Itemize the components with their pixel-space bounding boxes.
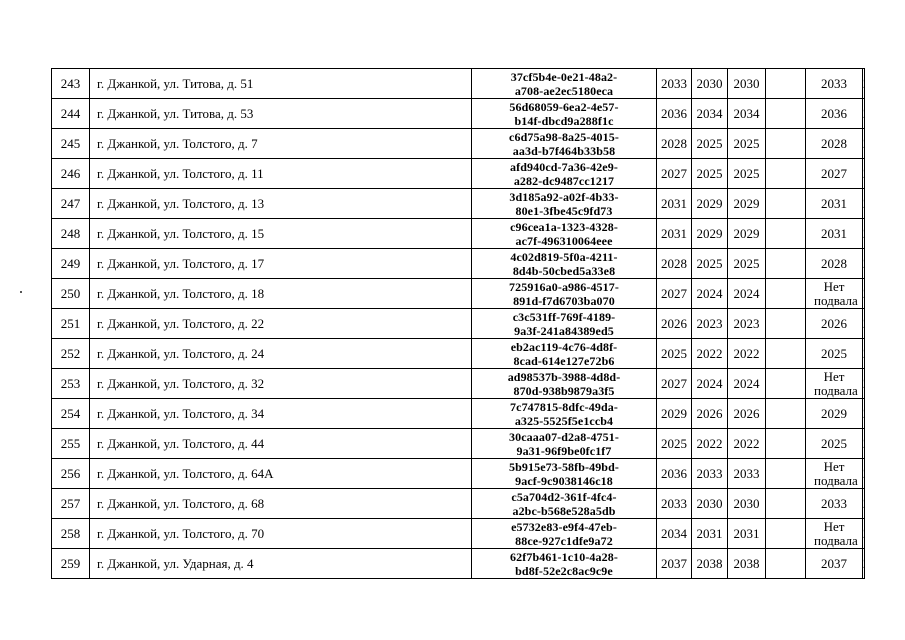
year-cell-1: 2037 bbox=[657, 549, 692, 579]
year-cell-5 bbox=[863, 189, 865, 219]
row-number: 256 bbox=[52, 459, 90, 489]
table-row bbox=[52, 549, 865, 579]
address-cell: г. Джанкой, ул. Ударная, д. 4 bbox=[90, 549, 472, 579]
year-cell-1: 2028 bbox=[657, 249, 692, 279]
year-cell-1: 2031 bbox=[657, 219, 692, 249]
year-cell-2: 2022 bbox=[692, 429, 728, 459]
guid-line-1: c96cea1a-1323-4328- bbox=[510, 219, 618, 234]
table-row bbox=[52, 249, 865, 279]
year-cell-1: 2034 bbox=[657, 519, 692, 549]
year-cell-3: 2033 bbox=[728, 459, 766, 489]
row-number: 251 bbox=[52, 309, 90, 339]
year-cell-1: 2028 bbox=[657, 129, 692, 159]
guid-line-2: 8cad-614e127e72b6 bbox=[513, 353, 615, 368]
guid-cell bbox=[472, 459, 657, 489]
year-cell-5 bbox=[863, 219, 865, 249]
basement-cell bbox=[806, 279, 863, 309]
basement-cell: 2026 bbox=[806, 309, 863, 339]
guid-line-2: 891d-f7d6703ba070 bbox=[513, 293, 615, 308]
address-cell: г. Джанкой, ул. Толстого, д. 64А bbox=[90, 459, 472, 489]
guid-line-1: 62f7b461-1c10-4a28- bbox=[510, 549, 618, 564]
year-cell-5 bbox=[863, 129, 865, 159]
table-row bbox=[52, 99, 865, 129]
basement-cell: 2036 bbox=[806, 99, 863, 129]
guid-line-2: a325-5525f5e1ccb4 bbox=[514, 413, 614, 428]
year-cell-3: 2030 bbox=[728, 489, 766, 519]
year-cell-5 bbox=[863, 249, 865, 279]
year-cell-1: 2031 bbox=[657, 189, 692, 219]
guid-line-2: 9a31-96f9be0fc1f7 bbox=[516, 443, 612, 458]
year-cell-5 bbox=[863, 549, 865, 579]
year-cell-3: 2038 bbox=[728, 549, 766, 579]
year-cell-3: 2024 bbox=[728, 279, 766, 309]
basement-cell: 2025 bbox=[806, 339, 863, 369]
year-cell-3: 2029 bbox=[728, 219, 766, 249]
year-cell-5 bbox=[863, 429, 865, 459]
empty-cell bbox=[766, 249, 806, 279]
table-row bbox=[52, 399, 865, 429]
guid-line-2: 80e1-3fbe45c9fd73 bbox=[515, 203, 613, 218]
empty-cell bbox=[766, 99, 806, 129]
year-cell-5 bbox=[863, 69, 865, 99]
table-row bbox=[52, 369, 865, 399]
row-number: 255 bbox=[52, 429, 90, 459]
row-number: 257 bbox=[52, 489, 90, 519]
year-cell-2: 2038 bbox=[692, 549, 728, 579]
basement-cell: 2027 bbox=[806, 159, 863, 189]
no-basement-label: Нет подвала bbox=[814, 278, 858, 308]
year-cell-2: 2031 bbox=[692, 519, 728, 549]
guid-cell bbox=[472, 399, 657, 429]
year-cell-1: 2027 bbox=[657, 369, 692, 399]
year-cell-3: 2025 bbox=[728, 129, 766, 159]
empty-cell bbox=[766, 459, 806, 489]
row-number: 252 bbox=[52, 339, 90, 369]
guid-cell bbox=[472, 309, 657, 339]
year-cell-2: 2022 bbox=[692, 339, 728, 369]
row-number: 248 bbox=[52, 219, 90, 249]
row-number: 253 bbox=[52, 369, 90, 399]
guid-cell bbox=[472, 489, 657, 519]
year-cell-2: 2029 bbox=[692, 189, 728, 219]
guid-cell bbox=[472, 249, 657, 279]
address-cell: г. Джанкой, ул. Толстого, д. 34 bbox=[90, 399, 472, 429]
address-cell: г. Джанкой, ул. Толстого, д. 32 bbox=[90, 369, 472, 399]
year-cell-3: 2026 bbox=[728, 399, 766, 429]
guid-line-1: 30caaa07-d2a8-4751- bbox=[509, 429, 619, 444]
empty-cell bbox=[766, 309, 806, 339]
empty-cell bbox=[766, 129, 806, 159]
guid-cell bbox=[472, 369, 657, 399]
guid-line-2: aa3d-b7f464b33b58 bbox=[512, 143, 616, 158]
year-cell-3: 2025 bbox=[728, 159, 766, 189]
empty-cell bbox=[766, 219, 806, 249]
empty-cell bbox=[766, 279, 806, 309]
year-cell-2: 2024 bbox=[692, 279, 728, 309]
empty-cell bbox=[766, 369, 806, 399]
address-cell: г. Джанкой, ул. Толстого, д. 17 bbox=[90, 249, 472, 279]
address-cell: г. Джанкой, ул. Толстого, д. 18 bbox=[90, 279, 472, 309]
table-row bbox=[52, 219, 865, 249]
year-cell-2: 2033 bbox=[692, 459, 728, 489]
scan-speck bbox=[20, 291, 22, 293]
guid-line-1: afd940cd-7a36-42e9- bbox=[510, 159, 618, 174]
year-cell-3: 2029 bbox=[728, 189, 766, 219]
row-number: 246 bbox=[52, 159, 90, 189]
guid-line-1: 3d185a92-a02f-4b33- bbox=[509, 189, 619, 204]
year-cell-5 bbox=[863, 309, 865, 339]
year-cell-5 bbox=[863, 159, 865, 189]
year-cell-2: 2029 bbox=[692, 219, 728, 249]
empty-cell bbox=[766, 339, 806, 369]
guid-cell bbox=[472, 129, 657, 159]
empty-cell bbox=[766, 399, 806, 429]
guid-line-2: bd8f-52e2c8ac9c9e bbox=[515, 563, 613, 578]
guid-line-1: e5732e83-e9f4-47eb- bbox=[511, 519, 617, 534]
year-cell-5 bbox=[863, 399, 865, 429]
basement-cell: 2029 bbox=[806, 399, 863, 429]
year-cell-1: 2033 bbox=[657, 69, 692, 99]
row-number: 254 bbox=[52, 399, 90, 429]
no-basement-label: Нет подвала bbox=[814, 518, 858, 548]
guid-cell bbox=[472, 69, 657, 99]
guid-line-1: 725916a0-a986-4517- bbox=[509, 279, 619, 294]
basement-cell: 2033 bbox=[806, 69, 863, 99]
guid-cell bbox=[472, 99, 657, 129]
table-row bbox=[52, 159, 865, 189]
year-cell-3: 2024 bbox=[728, 369, 766, 399]
table-row bbox=[52, 129, 865, 159]
year-cell-1: 2025 bbox=[657, 339, 692, 369]
year-cell-1: 2027 bbox=[657, 279, 692, 309]
row-number: 250 bbox=[52, 279, 90, 309]
no-basement-label: Нет подвала bbox=[814, 458, 858, 488]
year-cell-5 bbox=[863, 459, 865, 489]
empty-cell bbox=[766, 429, 806, 459]
guid-line-1: c5a704d2-361f-4fc4- bbox=[511, 489, 617, 504]
guid-cell bbox=[472, 159, 657, 189]
empty-cell bbox=[766, 549, 806, 579]
address-cell: г. Джанкой, ул. Титова, д. 53 bbox=[90, 99, 472, 129]
guid-line-1: 56d68059-6ea2-4e57- bbox=[509, 99, 619, 114]
guid-line-2: 870d-938b9879a3f5 bbox=[513, 383, 615, 398]
address-cell: г. Джанкой, ул. Толстого, д. 68 bbox=[90, 489, 472, 519]
row-number: 258 bbox=[52, 519, 90, 549]
address-cell: г. Джанкой, ул. Титова, д. 51 bbox=[90, 69, 472, 99]
guid-line-2: a2bc-b568e528a5db bbox=[512, 503, 616, 518]
table-row bbox=[52, 189, 865, 219]
year-cell-2: 2025 bbox=[692, 249, 728, 279]
table-row bbox=[52, 279, 865, 309]
basement-cell: 2028 bbox=[806, 129, 863, 159]
address-cell: г. Джанкой, ул. Толстого, д. 44 bbox=[90, 429, 472, 459]
guid-line-1: eb2ac119-4c76-4d8f- bbox=[510, 339, 618, 354]
empty-cell bbox=[766, 69, 806, 99]
year-cell-3: 2031 bbox=[728, 519, 766, 549]
guid-line-1: 7c747815-8dfc-49da- bbox=[510, 399, 618, 414]
address-cell: г. Джанкой, ул. Толстого, д. 24 bbox=[90, 339, 472, 369]
year-cell-2: 2026 bbox=[692, 399, 728, 429]
year-cell-1: 2027 bbox=[657, 159, 692, 189]
basement-cell: 2033 bbox=[806, 489, 863, 519]
address-cell: г. Джанкой, ул. Толстого, д. 13 bbox=[90, 189, 472, 219]
year-cell-3: 2025 bbox=[728, 249, 766, 279]
basement-cell: 2028 bbox=[806, 249, 863, 279]
table-row bbox=[52, 339, 865, 369]
year-cell-1: 2029 bbox=[657, 399, 692, 429]
year-cell-5 bbox=[863, 369, 865, 399]
guid-line-1: c6d75a98-8a25-4015- bbox=[509, 129, 619, 144]
guid-cell bbox=[472, 429, 657, 459]
no-basement-label: Нет подвала bbox=[814, 368, 858, 398]
year-cell-2: 2024 bbox=[692, 369, 728, 399]
guid-line-2: a708-ae2ec5180eca bbox=[514, 83, 614, 98]
basement-cell: 2031 bbox=[806, 189, 863, 219]
guid-cell bbox=[472, 549, 657, 579]
table-row bbox=[52, 69, 865, 99]
guid-cell bbox=[472, 279, 657, 309]
basement-cell bbox=[806, 369, 863, 399]
basement-cell bbox=[806, 519, 863, 549]
basement-cell bbox=[806, 459, 863, 489]
year-cell-1: 2026 bbox=[657, 309, 692, 339]
year-cell-5 bbox=[863, 489, 865, 519]
row-number: 259 bbox=[52, 549, 90, 579]
row-number: 249 bbox=[52, 249, 90, 279]
year-cell-3: 2022 bbox=[728, 429, 766, 459]
guid-line-1: 37cf5b4e-0e21-48a2- bbox=[510, 69, 618, 84]
guid-cell bbox=[472, 339, 657, 369]
guid-line-2: 9acf-9c9038146c18 bbox=[515, 473, 613, 488]
year-cell-3: 2034 bbox=[728, 99, 766, 129]
basement-cell: 2025 bbox=[806, 429, 863, 459]
guid-line-2: b14f-dbcd9a288f1c bbox=[514, 113, 614, 128]
year-cell-2: 2025 bbox=[692, 159, 728, 189]
address-cell: г. Джанкой, ул. Толстого, д. 7 bbox=[90, 129, 472, 159]
row-number: 247 bbox=[52, 189, 90, 219]
table-row bbox=[52, 429, 865, 459]
year-cell-5 bbox=[863, 339, 865, 369]
year-cell-3: 2022 bbox=[728, 339, 766, 369]
guid-line-1: 4c02d819-5f0a-4211- bbox=[510, 249, 618, 264]
address-cell: г. Джанкой, ул. Толстого, д. 22 bbox=[90, 309, 472, 339]
guid-line-2: 9a3f-241a84389ed5 bbox=[514, 323, 614, 338]
year-cell-3: 2030 bbox=[728, 69, 766, 99]
year-cell-2: 2030 bbox=[692, 69, 728, 99]
year-cell-1: 2025 bbox=[657, 429, 692, 459]
basement-cell: 2031 bbox=[806, 219, 863, 249]
address-cell: г. Джанкой, ул. Толстого, д. 70 bbox=[90, 519, 472, 549]
housing-schedule-table bbox=[51, 68, 865, 579]
guid-line-1: c3c531ff-769f-4189- bbox=[512, 309, 616, 324]
row-number: 244 bbox=[52, 99, 90, 129]
year-cell-2: 2030 bbox=[692, 489, 728, 519]
year-cell-2: 2023 bbox=[692, 309, 728, 339]
address-cell: г. Джанкой, ул. Толстого, д. 15 bbox=[90, 219, 472, 249]
table-row bbox=[52, 489, 865, 519]
row-number: 243 bbox=[52, 69, 90, 99]
year-cell-5 bbox=[863, 519, 865, 549]
address-cell: г. Джанкой, ул. Толстого, д. 11 bbox=[90, 159, 472, 189]
empty-cell bbox=[766, 519, 806, 549]
table-row bbox=[52, 309, 865, 339]
year-cell-5 bbox=[863, 99, 865, 129]
guid-line-1: 5b915e73-58fb-49bd- bbox=[509, 459, 619, 474]
guid-cell bbox=[472, 219, 657, 249]
empty-cell bbox=[766, 159, 806, 189]
guid-cell bbox=[472, 519, 657, 549]
basement-cell: 2037 bbox=[806, 549, 863, 579]
row-number: 245 bbox=[52, 129, 90, 159]
guid-line-1: ad98537b-3988-4d8d- bbox=[507, 369, 621, 384]
empty-cell bbox=[766, 489, 806, 519]
table-row bbox=[52, 459, 865, 489]
year-cell-1: 2036 bbox=[657, 459, 692, 489]
year-cell-1: 2033 bbox=[657, 489, 692, 519]
year-cell-1: 2036 bbox=[657, 99, 692, 129]
guid-line-2: 8d4b-50cbed5a33e8 bbox=[512, 263, 616, 278]
year-cell-5 bbox=[863, 279, 865, 309]
year-cell-2: 2025 bbox=[692, 129, 728, 159]
table-row bbox=[52, 519, 865, 549]
guid-line-2: a282-dc9487cc1217 bbox=[513, 173, 615, 188]
guid-line-2: ac7f-496310064eee bbox=[515, 233, 613, 248]
year-cell-2: 2034 bbox=[692, 99, 728, 129]
empty-cell bbox=[766, 189, 806, 219]
guid-cell bbox=[472, 189, 657, 219]
guid-line-2: 88ce-927c1dfe9a72 bbox=[515, 533, 613, 548]
year-cell-3: 2023 bbox=[728, 309, 766, 339]
